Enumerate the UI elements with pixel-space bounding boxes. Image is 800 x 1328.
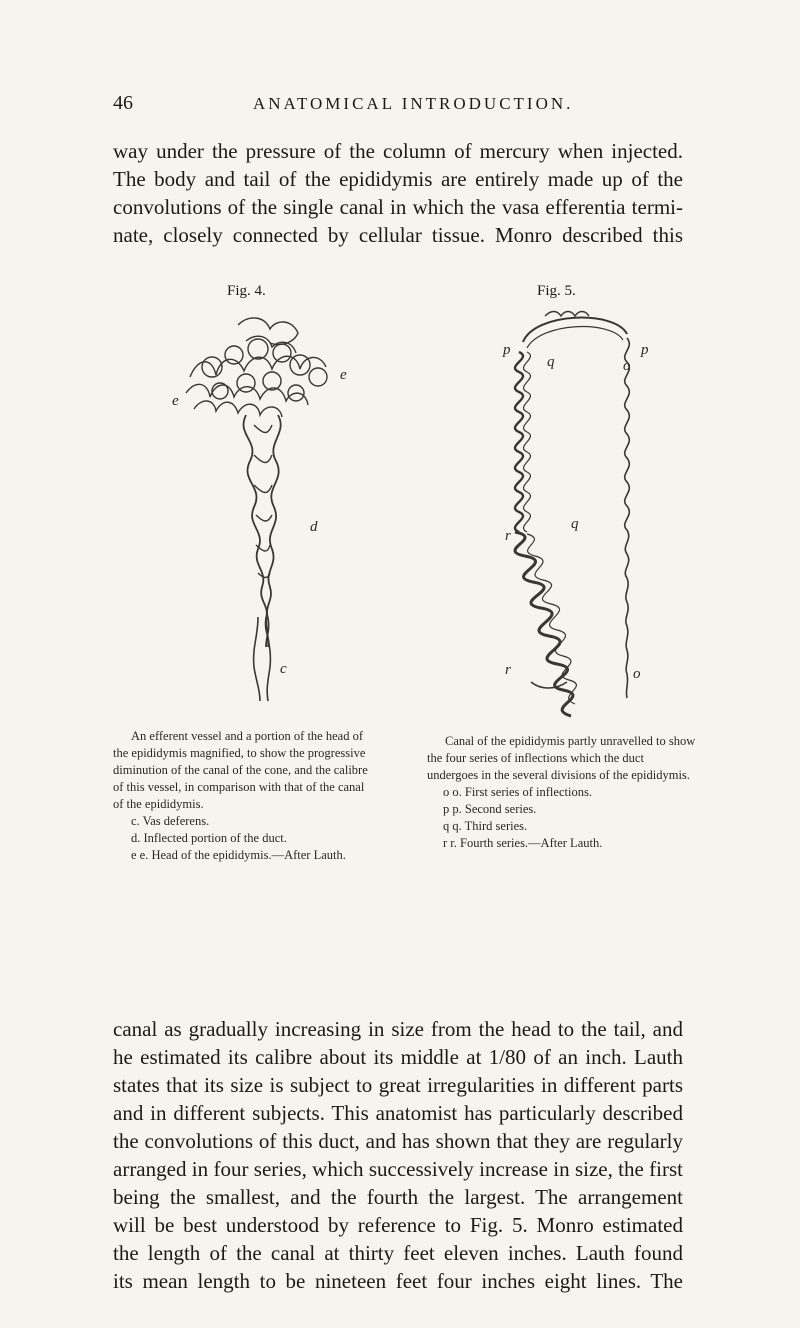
efferent-vessel-illustration	[150, 305, 370, 705]
figure-label-p-left: p	[503, 342, 511, 358]
running-head: ANATOMICAL INTRODUCTION.	[253, 94, 574, 113]
caption-text: Canal of the epididymis partly unravelled to show the four series of inflections which the duct undergoes in the several divisions of the epididymis.	[427, 734, 696, 782]
text-line: way under the pressure of the column of mercury when injected.	[113, 139, 683, 163]
figure-4-title: Fig. 4.	[227, 283, 266, 299]
caption-key: q q. Third series.	[443, 819, 528, 833]
page-header	[113, 92, 683, 120]
caption-key: p p. Second series.	[443, 802, 537, 816]
caption-key: c. Vas deferens.	[131, 814, 210, 828]
figure-label-e: e	[340, 367, 347, 383]
figure-label-c: c	[280, 661, 287, 677]
page-number: 46	[113, 92, 133, 114]
text-line: the convolutions of this duct, and has shown that they are regularly	[113, 1129, 683, 1153]
text-line: and in different subjects. This anatomist has particularly described	[113, 1101, 683, 1125]
paragraph-bottom	[113, 1015, 683, 1295]
figure-label-r-upper: r	[505, 528, 511, 544]
figure-4-caption	[113, 728, 375, 864]
caption-key: r r. Fourth series.—After Lauth.	[443, 836, 603, 850]
text-line: nate, closely connected by cellular tissue. Monro described this	[113, 223, 683, 247]
figure-4-illustration	[150, 305, 370, 705]
unravelled-canal-illustration	[475, 302, 665, 722]
text-line: the length of the canal at thirty feet eleven inches. Lauth found	[113, 1241, 683, 1265]
text-line: being the smallest, and the fourth the largest. The arrangement	[113, 1185, 683, 1209]
text-line: he estimated its calibre about its middle at 1/80 of an inch. Lauth	[113, 1045, 683, 1069]
caption-text: An efferent vessel and a portion of the head of the epididymis magnified, to show the progressive diminution of the canal of the cone, and the calibre of this vessel, in comparison with that of the canal of the epididymis.	[113, 729, 368, 811]
figure-label-o-bottom: o	[633, 666, 641, 682]
figure-label-o-top: o	[623, 358, 631, 374]
text-line: arranged in four series, which successively increase in size, the first	[113, 1157, 683, 1181]
figure-5-illustration	[475, 302, 665, 722]
figure-5-title: Fig. 5.	[537, 283, 576, 299]
caption-key: e e. Head of the epididymis.—After Lauth.	[131, 848, 346, 862]
figure-label-p-right: p	[641, 342, 649, 358]
paragraph-top	[113, 137, 683, 249]
caption-key: o o. First series of inflections.	[443, 785, 592, 799]
text-line: The body and tail of the epididymis are entirely made up of the	[113, 167, 683, 191]
figure-5-caption	[427, 733, 697, 852]
figure-label-d: d	[310, 519, 318, 535]
text-line: states that its size is subject to great irregularities in different parts	[113, 1073, 683, 1097]
figure-label-q-lower: q	[571, 516, 579, 532]
figure-label-q-top: q	[547, 354, 555, 370]
text-line: canal as gradually increasing in size from the head to the tail, and	[113, 1017, 683, 1041]
text-line: will be best understood by reference to Fig. 5. Monro estimated	[113, 1213, 683, 1237]
caption-key: d. Inflected portion of the duct.	[131, 831, 287, 845]
figure-label-e-left: e	[172, 393, 179, 409]
figure-label-r-lower: r	[505, 662, 511, 678]
text-line: its mean length to be nineteen feet four inches eight lines. The	[113, 1269, 683, 1293]
text-line: convolutions of the single canal in which the vasa efferentia termi-	[113, 195, 683, 219]
